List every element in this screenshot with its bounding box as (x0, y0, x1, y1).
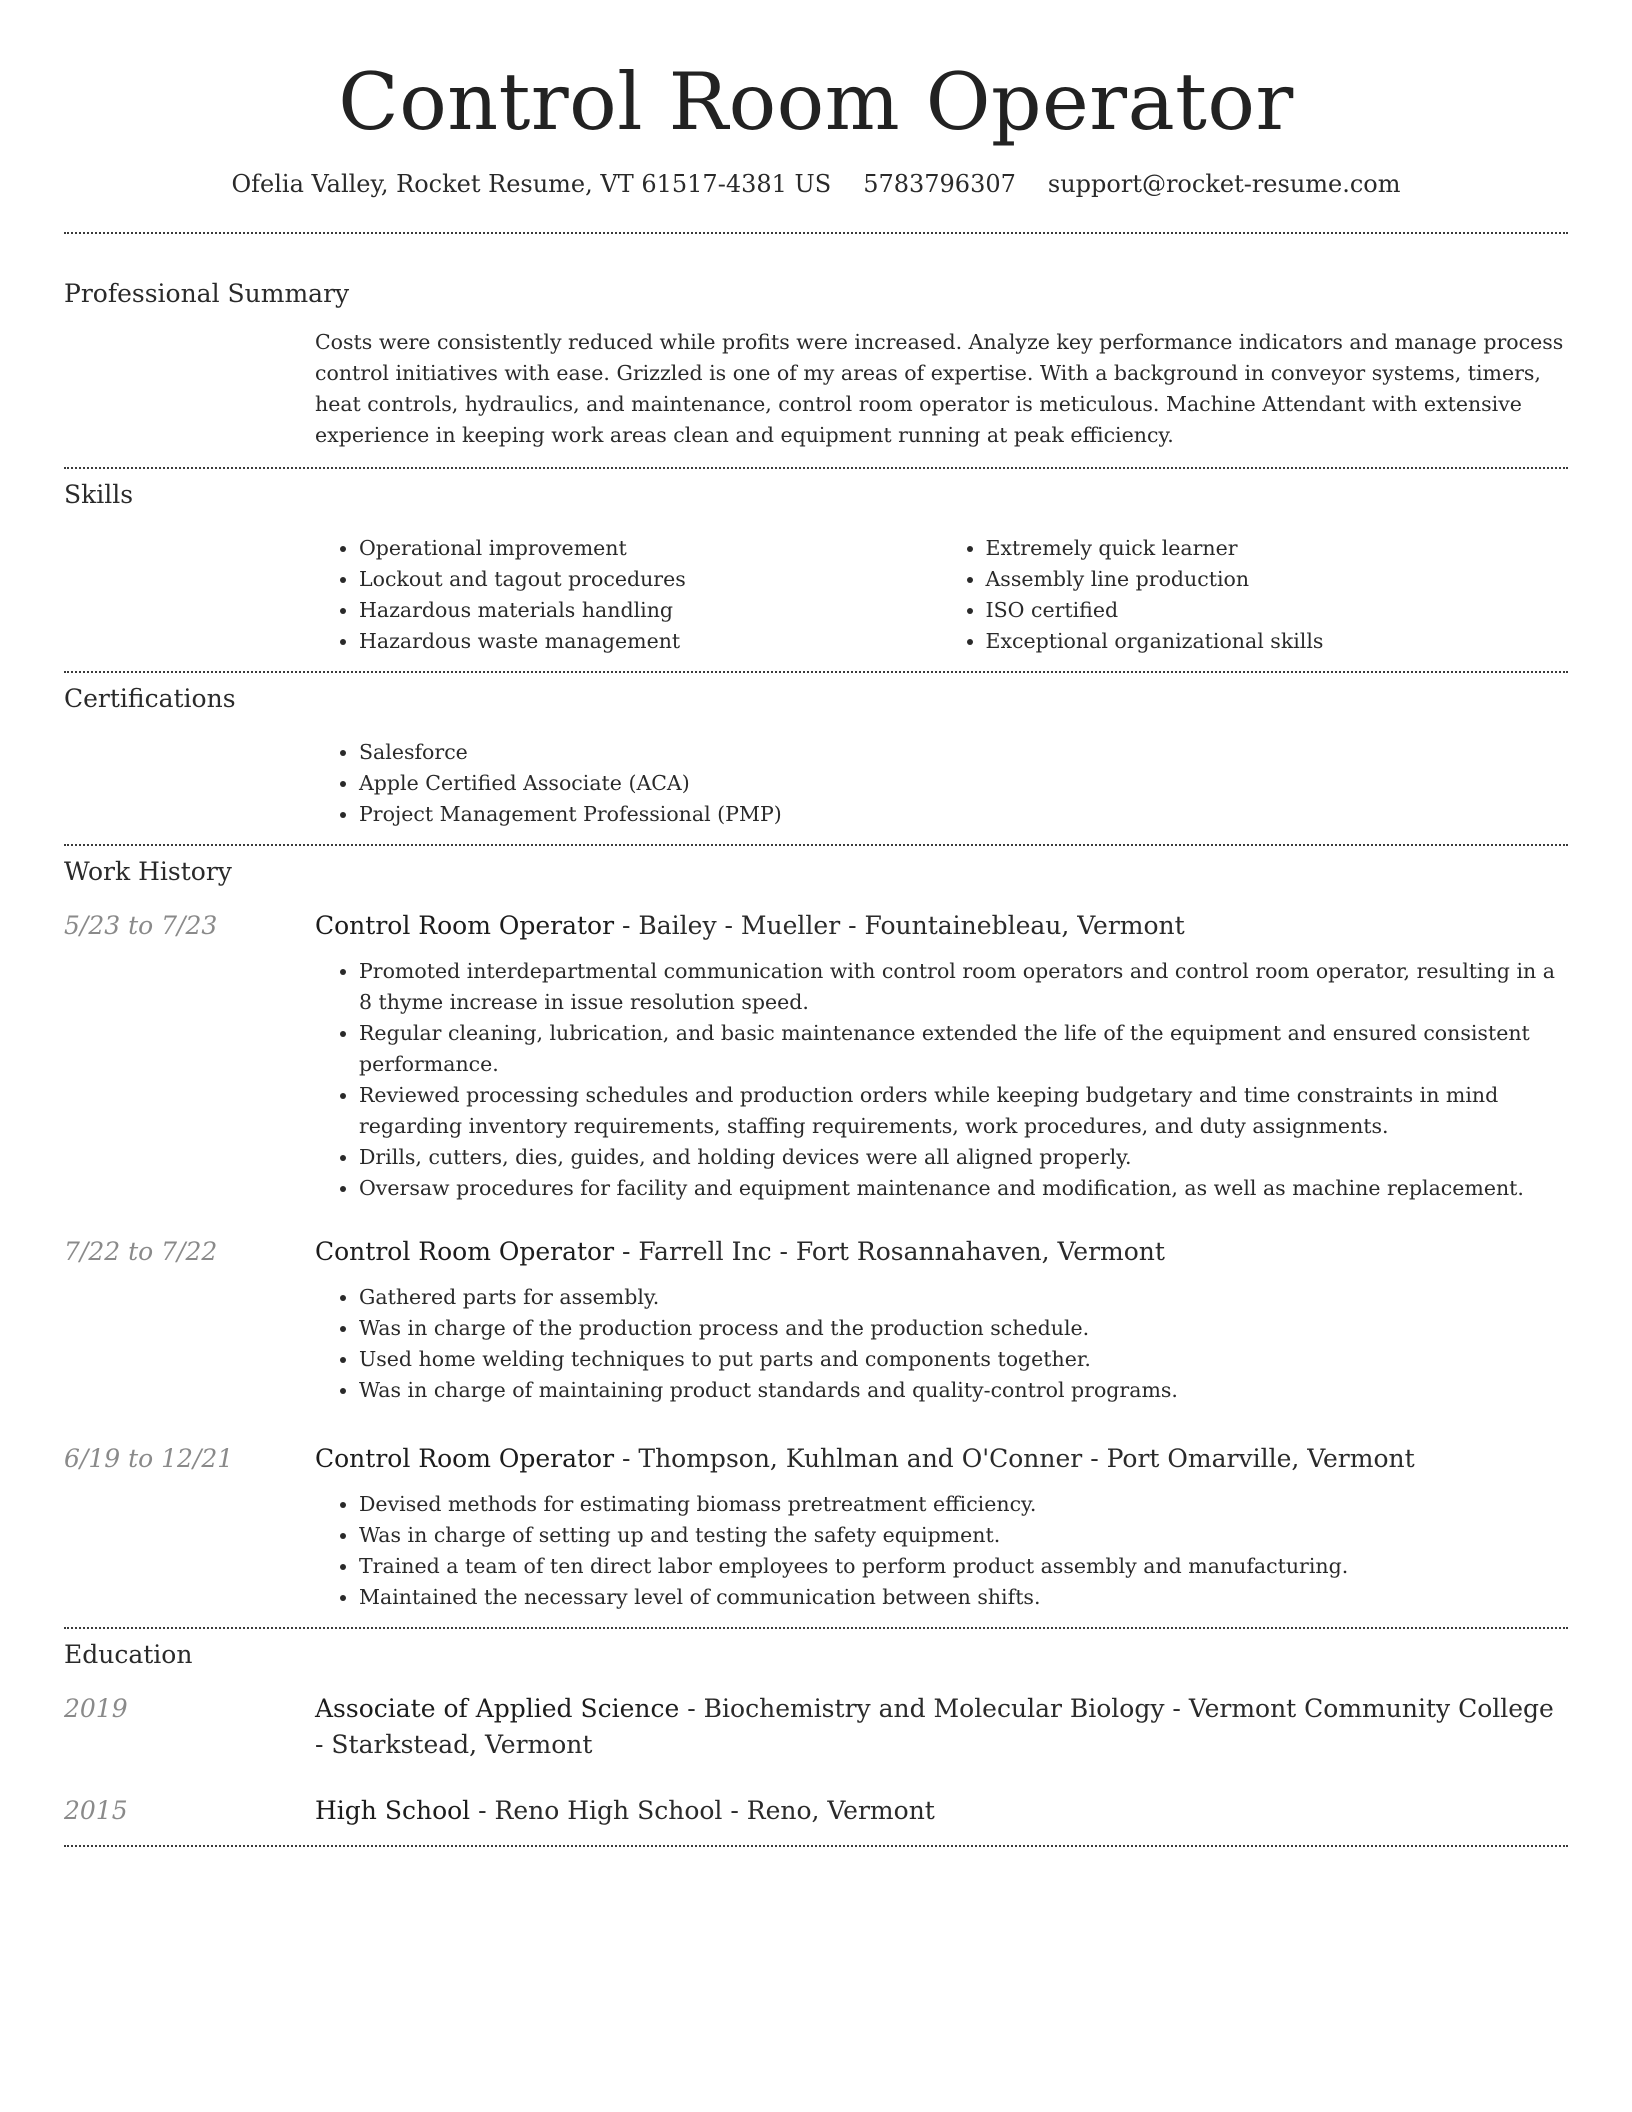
job-bullet: • Oversaw procedures for facility and equipment maintenance and modification, as well as machine replacement. (359, 1173, 1568, 1204)
job-bullet: • Gathered parts for assembly. (359, 1282, 1568, 1313)
job-bullet: • Used home welding techniques to put parts and components together. (359, 1344, 1568, 1375)
summary-text: Costs were consistently reduced while profits were increased. Analyze key performance indicators and manage process control initiatives with ease. Grizzled is one of my areas of expertise. With a background in conveyor systems, timers, heat controls, hydraulics, and maintenance, control room operator is meticulous. Machine Attendant with extensive experience in keeping work areas clean and equipment running at peak efficiency. (315, 330, 1564, 447)
certifications-section (64, 673, 1568, 844)
education-heading (315, 1691, 1568, 1763)
job-title: Control Room Operator (315, 911, 615, 940)
job-bullet: • Was in charge of the production process and the production schedule. (359, 1313, 1568, 1344)
skill-item: • Lockout and tagout procedures (359, 564, 942, 595)
certification-item: • Salesforce (359, 737, 1568, 768)
job-bullet: • Maintained the necessary level of communication between shifts. (359, 1582, 1568, 1613)
job-bullets (315, 1489, 1568, 1613)
work-history-title: Work History (64, 857, 232, 886)
resume-name: Control Room Operator (338, 56, 1294, 148)
job-date: 7/22 to 7/22 (64, 1237, 218, 1266)
skill-item: • Hazardous materials handling (359, 595, 942, 626)
job-bullet: • Devised methods for estimating biomass pretreatment efficiency. (359, 1489, 1568, 1520)
job-bullets (315, 1282, 1568, 1406)
education-title: Education (64, 1640, 193, 1669)
section-divider (64, 1845, 1568, 1847)
certification-item: • Project Management Professional (PMP) (359, 799, 1568, 830)
skill-item: • Assembly line production (986, 564, 1569, 595)
education-entry (64, 1793, 1568, 1829)
skill-item: • ISO certified (986, 595, 1569, 626)
job-entry (64, 1234, 1568, 1406)
skill-item: • Extremely quick learner (986, 533, 1569, 564)
job-entry (64, 908, 1568, 1204)
job-heading (315, 1234, 1568, 1270)
education-section (64, 1629, 1568, 1845)
resume-page (64, 0, 1568, 1847)
job-bullet: • Drills, cutters, dies, guides, and holding devices were all aligned properly. (359, 1142, 1568, 1173)
job-title: Control Room Operator (315, 1444, 615, 1473)
contact-email: support@rocket-resume.com (1047, 170, 1401, 198)
job-bullet: • Trained a team of ten direct labor employees to perform product assembly and manufacturing. (359, 1551, 1568, 1582)
job-title: Control Room Operator (315, 1237, 615, 1266)
education-degree: High School (315, 1796, 471, 1825)
skills-section (64, 469, 1568, 671)
job-details: - Bailey - Mueller - Fountainebleau, Vermont (614, 911, 1185, 940)
job-bullet: • Was in charge of setting up and testing the safety equipment. (359, 1520, 1568, 1551)
job-bullets (315, 956, 1568, 1204)
job-entry (64, 1441, 1568, 1613)
certification-item: • Apple Certified Associate (ACA) (359, 768, 1568, 799)
summary-section (64, 234, 1568, 467)
skills-title: Skills (64, 480, 134, 509)
job-bullet: • Regular cleaning, lubrication, and basic maintenance extended the life of the equipment and ensured consistent performance. (359, 1018, 1568, 1080)
contact-address: Ofelia Valley, Rocket Resume, VT 61517-4381 US (231, 170, 832, 198)
skill-item: • Exceptional organizational skills (986, 626, 1569, 657)
skills-list-right (942, 533, 1569, 657)
skill-item: • Hazardous waste management (359, 626, 942, 657)
job-heading (315, 1441, 1568, 1477)
contact-line (64, 168, 1568, 200)
job-bullet: • Promoted interdepartmental communication with control room operators and control room operator, resulting in a 8 thyme increase in issue resolution speed. (359, 956, 1568, 1018)
contact-phone: 5783796307 (863, 170, 1016, 198)
education-details: - Reno High School - Reno, Vermont (470, 1796, 935, 1825)
job-heading (315, 908, 1568, 944)
job-details: - Farrell Inc - Fort Rosannahaven, Vermont (614, 1237, 1165, 1266)
skill-item: • Operational improvement (359, 533, 942, 564)
education-degree: Associate of Applied Science (315, 1694, 680, 1723)
work-history-section (64, 846, 1568, 1627)
certifications-list (315, 737, 1568, 830)
job-details: - Thompson, Kuhlman and O'Conner - Port Omarville, Vermont (614, 1444, 1415, 1473)
skills-list-left (315, 533, 942, 657)
education-date: 2015 (64, 1796, 128, 1825)
job-date: 5/23 to 7/23 (64, 911, 218, 940)
education-details: - Biochemistry and Molecular Biology - Vermont Community College - Starkstead, Vermont (315, 1694, 1554, 1759)
certifications-title: Certifications (64, 684, 236, 713)
job-bullet: • Reviewed processing schedules and production orders while keeping budgetary and time constraints in mind regarding inventory requirements, staffing requirements, work procedures, and duty assignments. (359, 1080, 1568, 1142)
education-entry (64, 1691, 1568, 1763)
education-date: 2019 (64, 1694, 128, 1723)
job-date: 6/19 to 12/21 (64, 1444, 234, 1473)
summary-title: Professional Summary (64, 279, 350, 308)
education-heading (315, 1793, 1568, 1829)
job-bullet: • Was in charge of maintaining product standards and quality-control programs. (359, 1375, 1568, 1406)
